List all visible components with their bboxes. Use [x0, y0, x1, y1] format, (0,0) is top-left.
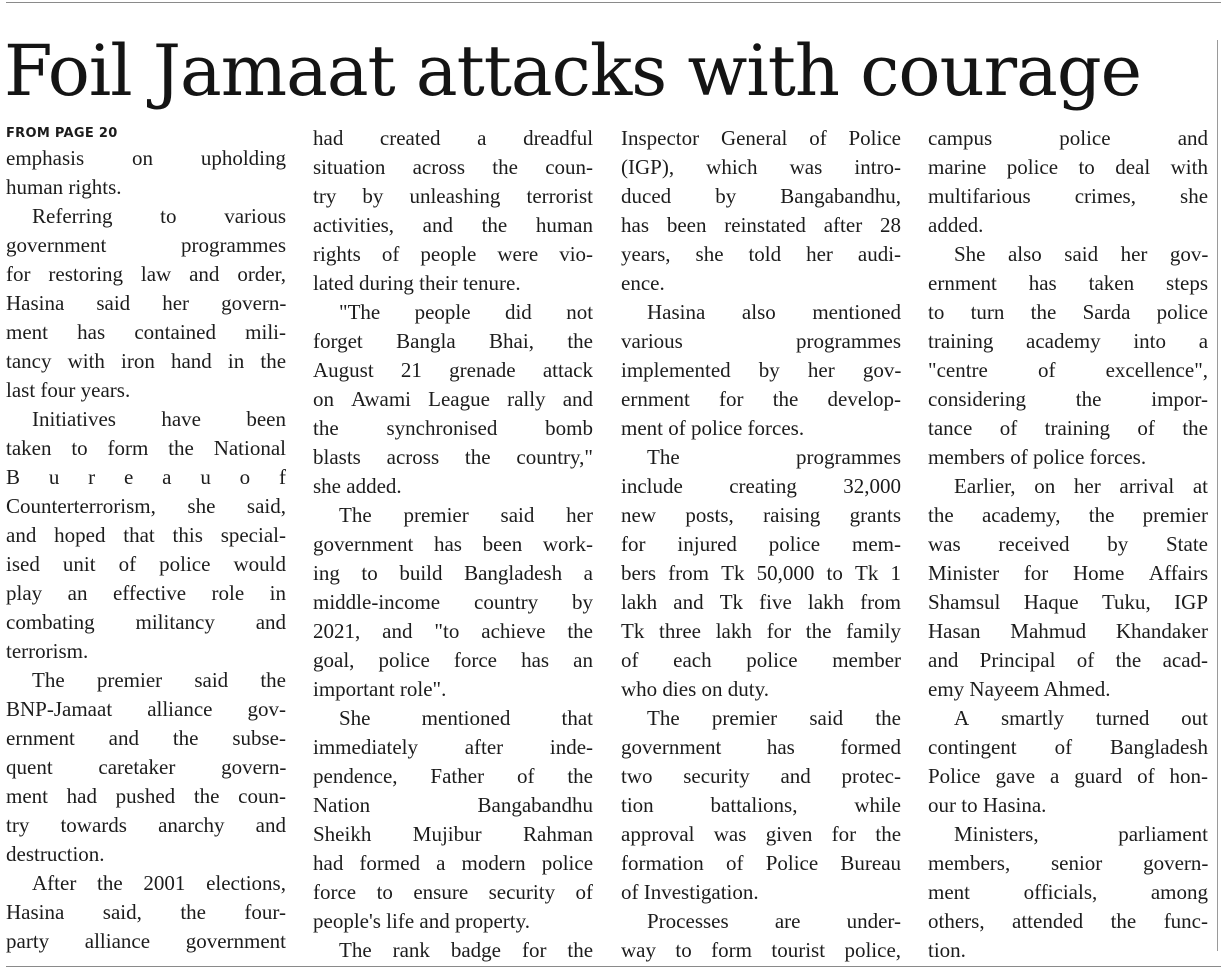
text-line: The premier said her — [339, 503, 593, 527]
text-line: B u r e a u o f — [6, 465, 286, 489]
text-line: ernment has taken steps — [928, 271, 1209, 295]
text-line: rights of people were vio- — [313, 242, 594, 266]
text-line: to turn the Sarda police — [928, 300, 1208, 324]
text-line: Tk three lakh for the family — [621, 619, 901, 643]
top-rule — [6, 2, 1221, 3]
text-line: ment had pushed the coun- — [6, 784, 286, 808]
text-line: Referring to various — [32, 204, 287, 228]
article-column-2 — [313, 124, 593, 965]
text-line: The rank badge for the — [339, 938, 594, 962]
text-line: formation of Police Bureau — [621, 851, 902, 875]
right-rule — [1217, 40, 1218, 951]
text-line: 2021, and "to achieve the — [313, 619, 593, 643]
text-line: August 21 grenade attack — [313, 358, 593, 382]
text-line: training academy into a — [928, 329, 1209, 353]
text-line: government has been work- — [313, 532, 593, 556]
bottom-rule — [6, 966, 1221, 967]
text-line: our to Hasina. — [928, 793, 1047, 817]
text-line: ernment and the subse- — [6, 726, 286, 750]
text-line: "centre of excellence", — [928, 358, 1209, 382]
text-line: has been reinstated after 28 — [621, 213, 902, 237]
text-line: of Investigation. — [621, 880, 759, 904]
text-line: immediately after inde- — [313, 735, 594, 759]
text-line: government has formed — [621, 735, 901, 759]
text-line: try by unleashing terrorist — [313, 184, 593, 208]
text-line: After the 2001 elections, — [32, 871, 286, 895]
text-line: the academy, the premier — [928, 503, 1208, 527]
text-line: Shamsul Haque Tuku, IGP — [928, 590, 1209, 614]
text-line: had created a dreadful — [313, 126, 594, 150]
text-line: goal, police force has an — [313, 648, 593, 672]
text-line: and hoped that this special- — [6, 523, 286, 547]
text-line: various programmes — [621, 329, 902, 353]
text-line: Minister for Home Affairs — [928, 561, 1209, 585]
text-line: marine police to deal with — [928, 155, 1208, 179]
text-line: Hasina said her govern- — [6, 291, 287, 315]
text-line: years, she told her audi- — [621, 242, 902, 266]
text-line: destruction. — [6, 842, 105, 866]
text-line: tion. — [928, 938, 966, 962]
text-line: The premier said the — [32, 668, 286, 692]
text-line: she added. — [313, 474, 402, 498]
text-line: ment officials, among — [928, 880, 1208, 904]
text-line: force to ensure security of — [313, 880, 594, 904]
text-line: BNP-Jamaat alliance gov- — [6, 697, 287, 721]
text-line: new posts, raising grants — [621, 503, 901, 527]
text-line: She also said her gov- — [954, 242, 1209, 266]
text-line: of each police member — [621, 648, 902, 672]
text-line: implemented by her gov- — [621, 358, 902, 382]
text-line: Counterterrorism, she said, — [6, 494, 286, 518]
text-line: Processes are under- — [647, 909, 901, 933]
text-line: had formed a modern police — [313, 851, 594, 875]
text-line: party alliance government — [6, 929, 287, 953]
text-line: Sheikh Mujibur Rahman — [313, 822, 594, 846]
text-line: for restoring law and order, — [6, 262, 287, 286]
text-line: important role". — [313, 677, 447, 701]
text-line: Earlier, on her arrival at — [954, 474, 1209, 498]
text-line: Police gave a guard of hon- — [928, 764, 1208, 788]
text-line: lakh and Tk five lakh from — [621, 590, 901, 614]
text-line: forget Bangla Bhai, the — [313, 329, 593, 353]
text-line: ised unit of police would — [6, 552, 286, 576]
text-line: Hasina also mentioned — [647, 300, 901, 324]
text-line: emphasis on upholding — [6, 146, 286, 170]
text-line: Ministers, parliament — [954, 822, 1208, 846]
text-line: include creating 32,000 — [621, 474, 901, 498]
text-line: Nation Bangabandhu — [313, 793, 594, 817]
text-line: members of police forces. — [928, 445, 1147, 469]
article-headline: Foil Jamaat attacks with courage — [4, 30, 1142, 112]
article-column-4 — [928, 124, 1208, 965]
text-line: duced by Bangabandhu, — [621, 184, 902, 208]
text-line: tancy with iron hand in the — [6, 349, 287, 373]
article-column-1 — [6, 124, 286, 956]
text-line: ernment for the develop- — [621, 387, 902, 411]
text-line: people's life and property. — [313, 909, 531, 933]
text-line: others, attended the func- — [928, 909, 1208, 933]
text-line: combating militancy and — [6, 610, 287, 634]
text-line: two security and protec- — [621, 764, 901, 788]
text-line: added. — [928, 213, 984, 237]
text-line: tance of training of the — [928, 416, 1208, 440]
text-line: blasts across the country," — [313, 445, 593, 469]
text-line: last four years. — [6, 378, 131, 402]
text-line: pendence, Father of the — [313, 764, 593, 788]
text-line: considering the impor- — [928, 387, 1209, 411]
text-line: who dies on duty. — [621, 677, 769, 701]
text-line: ment of police forces. — [621, 416, 805, 440]
text-line: taken to form the National — [6, 436, 286, 460]
text-line: (IGP), which was intro- — [621, 155, 902, 179]
text-line: Hasan Mahmud Khandaker — [928, 619, 1208, 643]
text-line: way to form tourist police, — [621, 938, 902, 962]
text-line: The programmes — [647, 445, 902, 469]
text-line: was received by State — [928, 532, 1208, 556]
text-line: "The people did not — [339, 300, 594, 324]
text-line: middle-income country by — [313, 590, 594, 614]
text-line: A smartly turned out — [954, 706, 1209, 730]
text-line: Hasina said, the four- — [6, 900, 286, 924]
text-line: contingent of Bangladesh — [928, 735, 1209, 759]
text-line: She mentioned that — [339, 706, 593, 730]
text-line: try towards anarchy and — [6, 813, 286, 837]
text-line: for injured police mem- — [621, 532, 901, 556]
text-line: approval was given for the — [621, 822, 902, 846]
text-line: ing to build Bangladesh a — [313, 561, 593, 585]
text-line: members, senior govern- — [928, 851, 1209, 875]
from-page-kicker: FROM PAGE 20 — [6, 126, 118, 141]
text-line: play an effective role in — [6, 581, 286, 605]
text-line: activities, and the human — [313, 213, 593, 237]
text-line: situation across the coun- — [313, 155, 594, 179]
text-line: ence. — [621, 271, 665, 295]
text-line: ment has contained mili- — [6, 320, 286, 344]
text-line: government programmes — [6, 233, 287, 257]
text-line: campus police and — [928, 126, 1209, 150]
text-line: The premier said the — [647, 706, 901, 730]
text-line: quent caretaker govern- — [6, 755, 287, 779]
text-line: lated during their tenure. — [313, 271, 521, 295]
text-line: Initiatives have been — [32, 407, 287, 431]
text-line: emy Nayeem Ahmed. — [928, 677, 1111, 701]
text-line: on Awami League rally and — [313, 387, 594, 411]
text-line: tion battalions, while — [621, 793, 901, 817]
text-line: the synchronised bomb — [313, 416, 594, 440]
text-line: bers from Tk 50,000 to Tk 1 — [621, 561, 902, 585]
article-column-3 — [621, 124, 901, 965]
text-line: and Principal of the acad- — [928, 648, 1209, 672]
text-line: terrorism. — [6, 639, 89, 663]
text-line: Inspector General of Police — [621, 126, 901, 150]
text-line: multifarious crimes, she — [928, 184, 1209, 208]
text-line: human rights. — [6, 175, 122, 199]
